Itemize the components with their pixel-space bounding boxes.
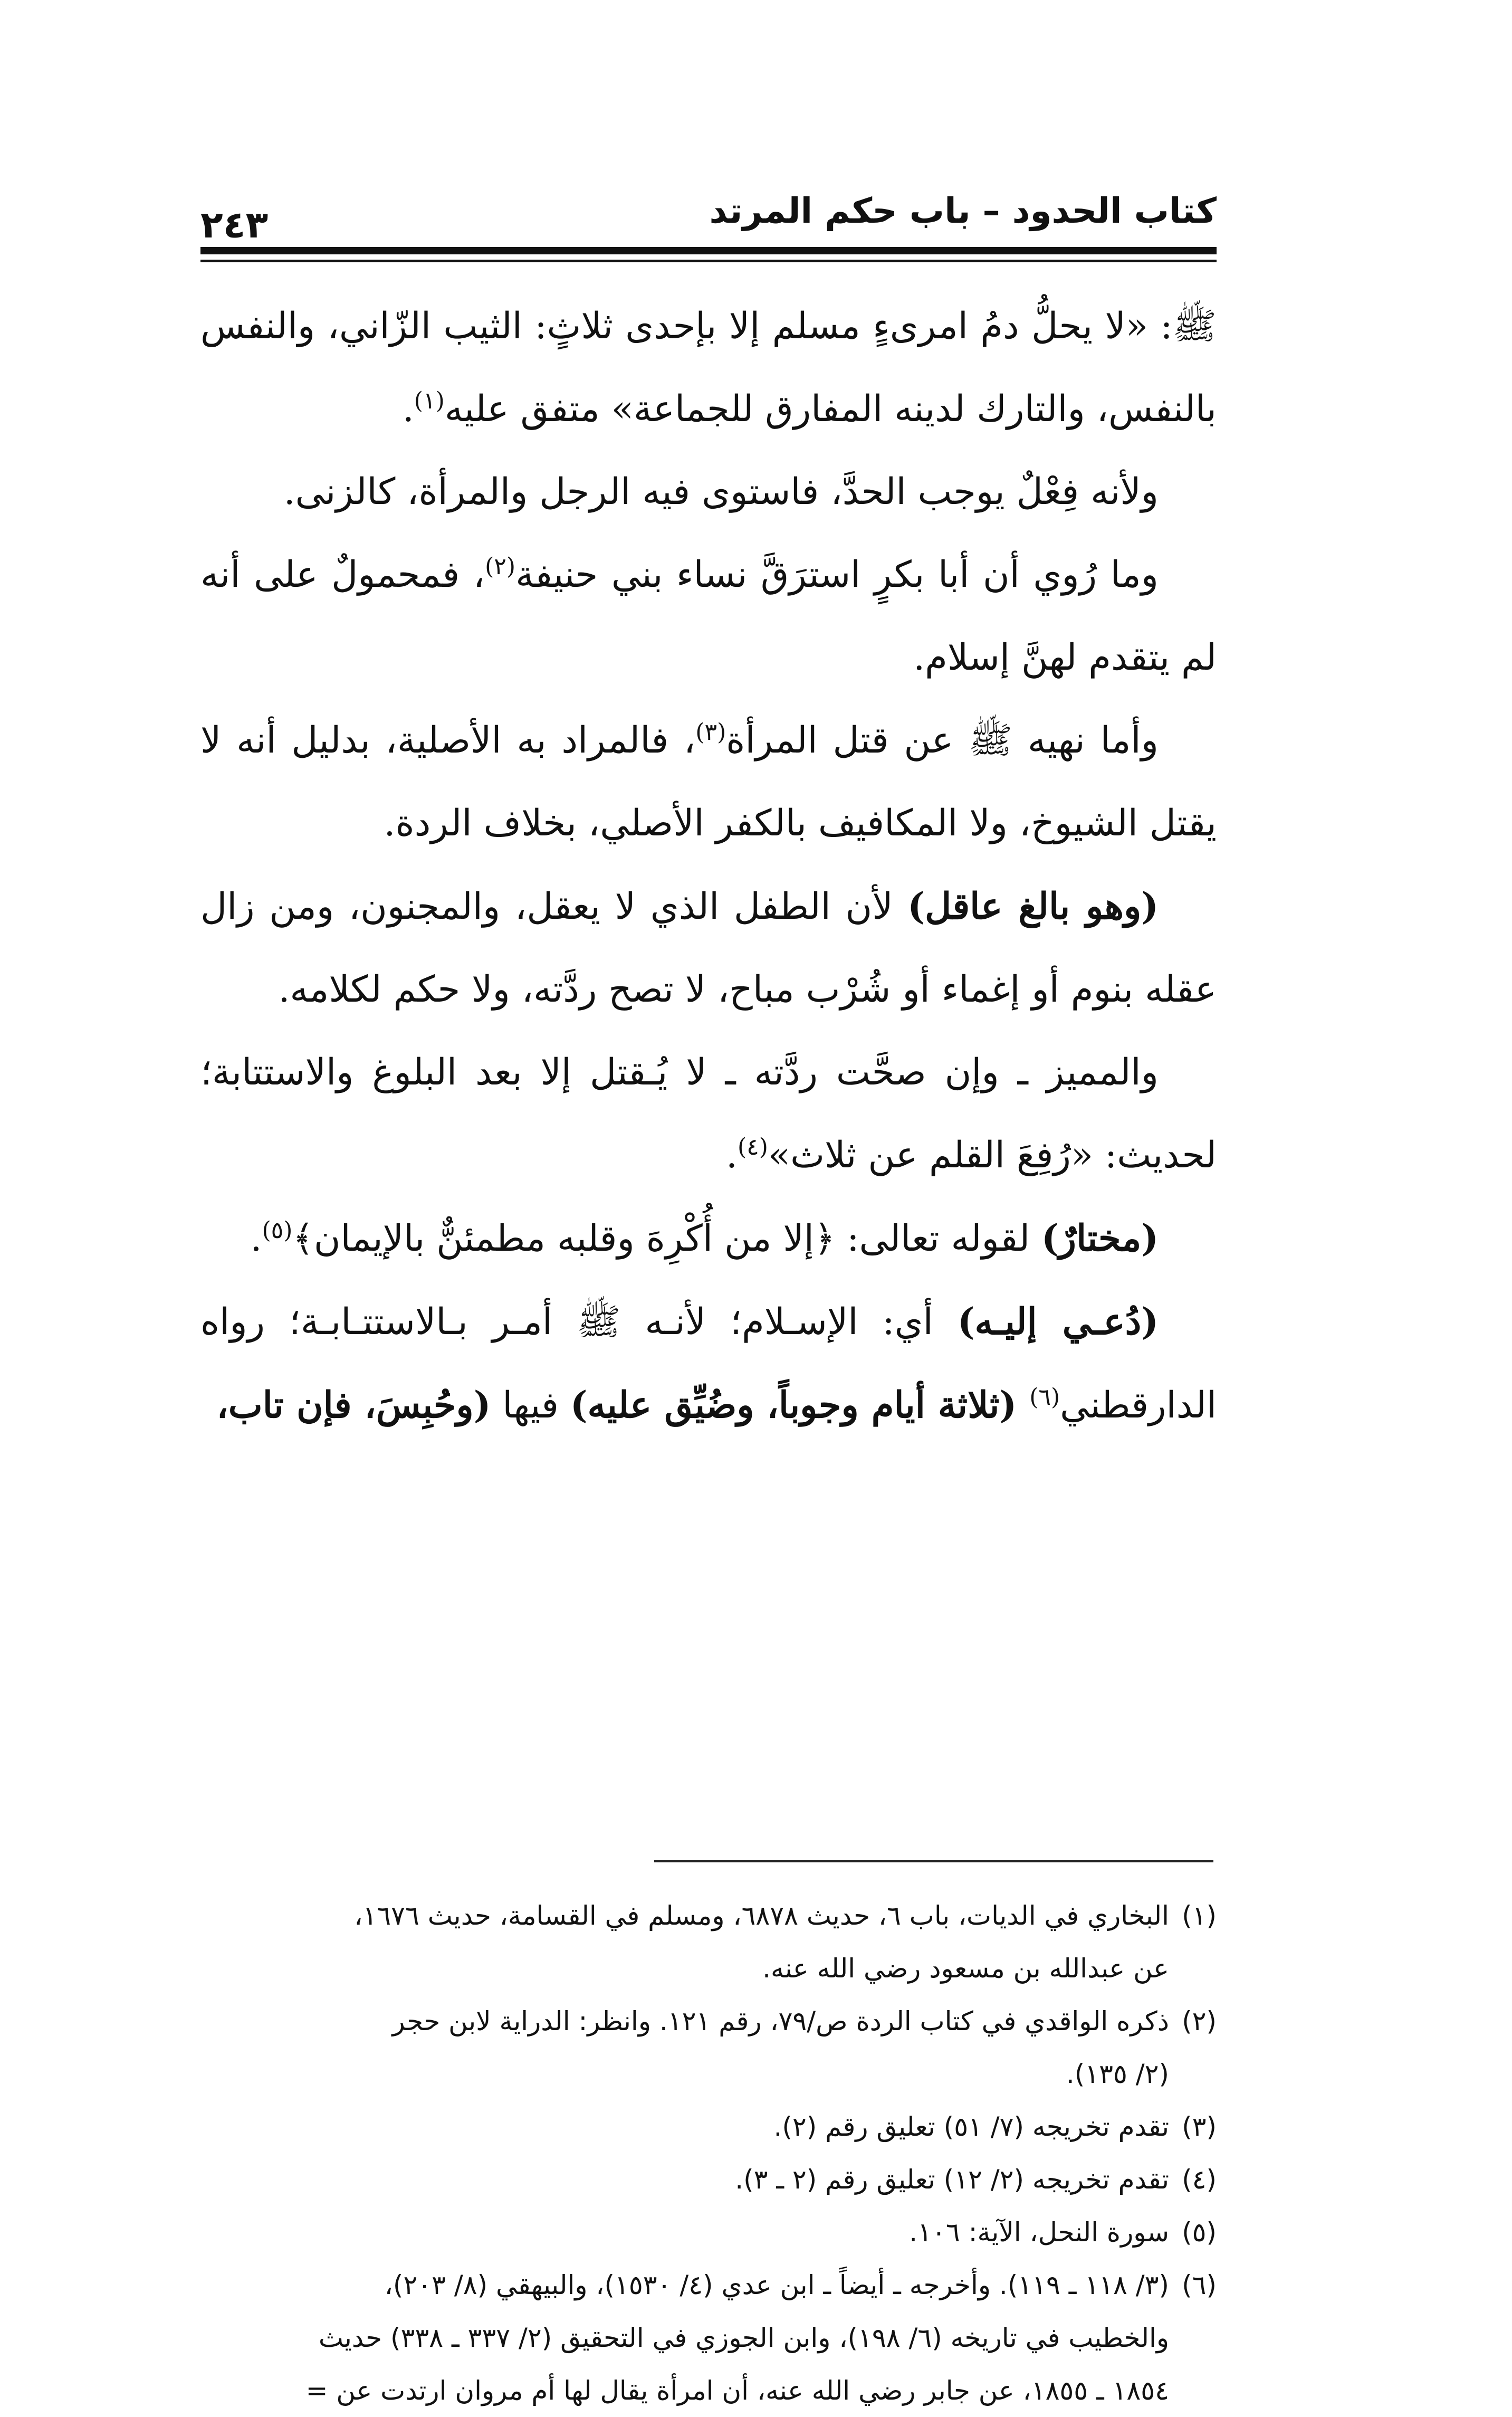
paragraph-7-end: . xyxy=(250,1217,262,1260)
running-header xyxy=(200,179,1217,246)
footnote-text: سورة النحل، الآية: ١٠٦. xyxy=(909,2217,1169,2248)
paragraph-2-text: ولأنه فِعْلٌ يوجب الحدَّ، فاستوى فيه الرجل والمرأة، كالزنى. xyxy=(283,471,1159,513)
footnote-text: ذكره الواقدي في كتاب الردة ص/٧٩، رقم ١٢١. وانظر: الدراية لابن حجر xyxy=(392,2006,1169,2037)
footnote-text: البخاري في الديات، باب ٦، حديث ٦٨٧٨، ومسلم في القسامة، حديث ١٦٧٦، xyxy=(354,1900,1169,1931)
page-number: ٢٤٣ xyxy=(200,203,269,246)
footnote-text: تقدم تخريجه (٢/ ١٢) تعليق رقم (٢ ـ ٣). xyxy=(735,2164,1169,2195)
footnote-ref-6: (٦) xyxy=(1029,1384,1060,1411)
footnote-text: تقدم تخريجه (٧/ ٥١) تعليق رقم (٢). xyxy=(773,2111,1169,2142)
footnote-number: (١) xyxy=(1182,1900,1217,1931)
paragraph-4-rest: ، فالمراد به الأصلية، بدليل أنه لا يقتل الشيوخ، ولا المكافيف بالكفر الأصلي، بخلاف الردة. xyxy=(200,719,1217,844)
paragraph-2 xyxy=(200,451,1217,534)
footnote-ref-1: (١) xyxy=(414,387,445,414)
footnote-number: (٢) xyxy=(1182,2006,1217,2037)
paragraph-8 xyxy=(200,1280,1217,1447)
paragraph-5-text: لأن الطفل الذي لا يعقل، والمجنون، ومن زال عقله بنوم أو إغماء أو شُرْب مباح، لا تصح ردَّته، ولا حكم لكلامه. xyxy=(200,886,1217,1011)
footnote-2-continued xyxy=(200,2048,1217,2100)
chapter-title: كتاب الحدود – باب حكم المرتد xyxy=(709,191,1217,231)
footnote-number: (٣) xyxy=(1182,2111,1217,2142)
main-text xyxy=(200,285,1217,1447)
paragraph-6-text: والمميز ـ وإن صحَّت ردَّته ـ لا يُـقتل إلا بعد البلوغ والاستتابة؛ لحديث: «رُفِعَ القلم عن ثلاث» xyxy=(200,1051,1217,1176)
paragraph-3 xyxy=(200,534,1217,699)
footnote-ref-5: (٥) xyxy=(262,1217,293,1244)
footnotes xyxy=(200,1889,1217,2417)
header-rule-thin xyxy=(200,260,1217,262)
paragraph-6-end: . xyxy=(726,1134,738,1176)
footnote-1 xyxy=(200,1889,1217,1942)
footnote-text: عن عبدالله بن مسعود رضي الله عنه. xyxy=(762,1953,1169,1984)
footnote-ref-2: (٢) xyxy=(485,553,516,580)
paragraph-1 xyxy=(200,285,1217,451)
paragraph-7 xyxy=(200,1197,1217,1280)
paragraph-8-mid: فيها xyxy=(491,1384,570,1426)
footnote-number: (٤) xyxy=(1182,2164,1217,2195)
paragraph-6 xyxy=(200,1031,1217,1197)
footnote-separator xyxy=(654,1860,1213,1862)
matn-text-mukhtar: (مختارٌ) xyxy=(1041,1217,1159,1260)
footnote-text: والخطيب في تاريخه (٦/ ١٩٨)، وابن الجوزي في التحقيق (٢/ ٣٣٧ ـ ٣٣٨) حديث xyxy=(318,2323,1169,2353)
footnote-number: (٥) xyxy=(1182,2217,1217,2248)
paragraph-1-end: . xyxy=(402,388,414,430)
paragraph-3-rest: ، فمحمولٌ على أنه لم يتقدم لهنَّ إسلام. xyxy=(200,554,1217,679)
footnote-2 xyxy=(200,1995,1217,2048)
footnote-ref-4: (٤) xyxy=(737,1134,768,1160)
footnote-text: ١٨٥٤ ـ ١٨٥٥، عن جابر رضي الله عنه، أن امرأة يقال لها أم مروان ارتدت عن = xyxy=(305,2375,1169,2406)
footnote-3 xyxy=(200,2100,1217,2153)
footnote-4 xyxy=(200,2153,1217,2206)
footnote-6-continued xyxy=(200,2311,1217,2364)
footnote-6-continued xyxy=(200,2364,1217,2417)
footnote-text: (٢/ ١٣٥). xyxy=(1066,2059,1169,2089)
matn-text-baligh: (وهو بالغ عاقل) xyxy=(907,885,1159,928)
matn-text-duiya: (دُعـي إليـه) xyxy=(957,1300,1159,1343)
footnote-5 xyxy=(200,2206,1217,2259)
footnote-6 xyxy=(200,2259,1217,2311)
paragraph-7-text: لقوله تعالى: ﴿إلا من أُكْرِهَ وقلبه مطمئنٌّ بالإيمان﴾ xyxy=(292,1217,1042,1260)
footnote-number: (٦) xyxy=(1182,2270,1217,2300)
paragraph-3-text: وما رُوي أن أبا بكرٍ استرَقَّ نساء بني حنيفة xyxy=(515,554,1159,596)
matn-text-hubisa: (وحُبِسَ، فإن تاب، xyxy=(216,1384,491,1426)
paragraph-4 xyxy=(200,699,1217,865)
paragraph-5 xyxy=(200,865,1217,1031)
header-rule-thick xyxy=(200,247,1217,254)
footnote-text: (٣/ ١١٨ ـ ١١٩). وأخرجه ـ أيضاً ـ ابن عدي (٤/ ١٥٣٠)، والبيهقي (٨/ ٢٠٣)، xyxy=(384,2270,1169,2300)
paragraph-4-text: وأما نهيه ﷺ عن قتل المرأة xyxy=(726,719,1159,762)
paragraph-1-text: ﷺ: «لا يحلُّ دمُ امرىءٍ مسلم إلا بإحدى ثلاثٍ: الثيب الزّاني، والنفس بالنفس، والتارك لدينه المفارق للجماعة» متفق عليه xyxy=(200,305,1217,430)
footnote-1-continued xyxy=(200,1942,1217,1995)
paragraph-8-text: أي: الإسـلام؛ لأنـه ﷺ أمـر بـالاستتـابـة؛ رواه الدارقطني xyxy=(200,1301,1217,1426)
footnote-ref-3: (٣) xyxy=(695,719,726,746)
matn-text-thalatha: (ثلاثة أيام وجوباً، وضُيِّق عليه) xyxy=(570,1384,1030,1426)
